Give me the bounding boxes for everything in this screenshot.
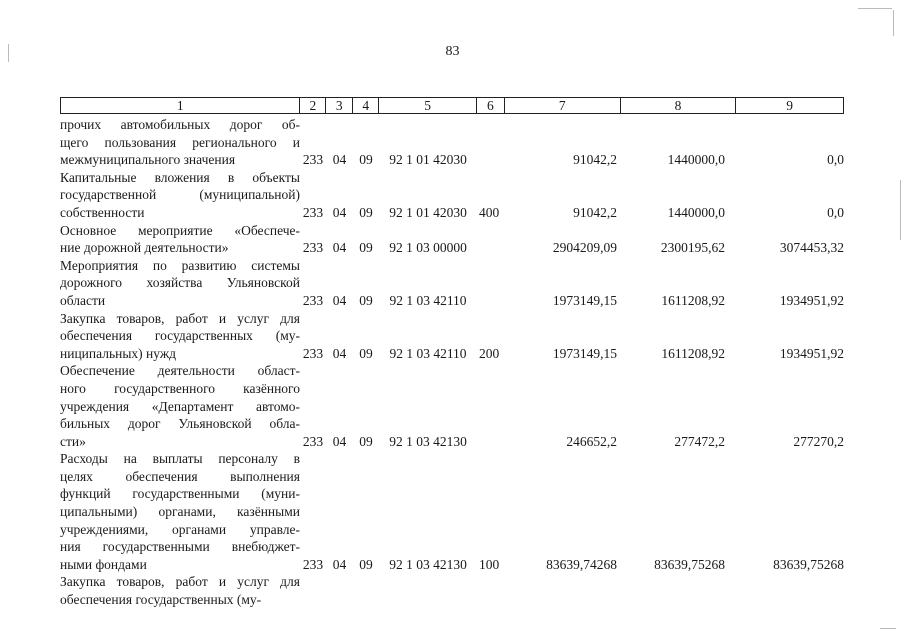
description-line: Закупка товаров, работ и услуг для: [60, 574, 300, 590]
cell-c7: 1973149,15: [552, 345, 617, 361]
cell-c4: 09: [359, 240, 373, 256]
cell-c3: 04: [332, 292, 347, 308]
description-line: Капитальные вложения в объекты: [60, 169, 300, 185]
header-col-2: 2: [300, 98, 326, 113]
description-line: ния государственными внебюджет-: [60, 539, 300, 555]
description-line: Закупка товаров, работ и услуг для: [60, 310, 300, 326]
description-line: сти»: [60, 433, 86, 449]
page-number: 83: [445, 44, 460, 59]
scan-mark: [900, 180, 901, 240]
header-col-8: 8: [621, 98, 737, 113]
header-col-1: 1: [61, 98, 300, 113]
table-row: [60, 222, 844, 257]
row-description: [60, 573, 300, 608]
cell-c6: 400: [479, 204, 500, 220]
scan-mark: [8, 44, 9, 62]
cell-c5: 92 1 03 42110: [389, 292, 467, 308]
cell-c5: 92 1 03 42110: [389, 345, 467, 361]
cell-c9: 0,0: [827, 204, 844, 220]
description-line: прочих автомобильных дорог об-: [60, 117, 300, 132]
description-line: целях обеспечения выполнения: [60, 468, 300, 484]
cell-c5: 92 1 03 42130: [389, 556, 467, 572]
table-row: [60, 169, 844, 222]
scan-mark: [858, 8, 892, 9]
cell-c5: 92 1 01 42030: [389, 152, 467, 168]
cell-c6: 100: [479, 556, 500, 572]
table-header: [60, 97, 844, 114]
cell-c7: 2904209,09: [552, 240, 617, 256]
cell-c9: 277270,2: [793, 433, 844, 449]
description-line: дорожного хозяйства Ульяновской: [60, 275, 300, 291]
cell-c9: 0,0: [827, 152, 844, 168]
header-col-3: 3: [326, 98, 353, 113]
description-line: функций государственными (муни-: [60, 486, 300, 502]
table-row: [60, 362, 844, 450]
row-description: [60, 362, 300, 450]
description-line: ными фондами: [60, 556, 147, 572]
cell-c9: 1934951,92: [779, 292, 844, 308]
description-line: ниципальных) нужд: [60, 345, 177, 361]
cell-c4: 09: [359, 345, 373, 361]
description-line: Расходы на выплаты персоналу в: [60, 451, 300, 467]
header-col-6: 6: [477, 98, 505, 113]
description-line: Обеспечение деятельности област-: [60, 363, 300, 379]
cell-c7: 91042,2: [573, 152, 617, 168]
cell-c4: 09: [359, 204, 373, 220]
cell-c8: 277472,2: [674, 433, 725, 449]
description-line: ние дорожной деятельности»: [60, 240, 229, 256]
description-line: области: [60, 292, 106, 308]
table-row: [60, 573, 844, 608]
cell-c2: 233: [302, 152, 324, 168]
header-col-5: 5: [379, 98, 477, 113]
cell-c2: 233: [302, 292, 324, 308]
description-line: ного государственного казённого: [60, 380, 300, 396]
cell-c2: 233: [302, 204, 324, 220]
cell-c3: 04: [332, 556, 347, 572]
header-col-7: 7: [505, 98, 621, 113]
description-line: Мероприятия по развитию системы: [60, 257, 300, 273]
row-description: [60, 450, 300, 573]
cell-c4: 09: [359, 433, 373, 449]
table-body: [60, 116, 844, 609]
description-line: межмуниципального значения: [60, 152, 236, 168]
description-line: обеспечения государственных (му-: [60, 592, 262, 608]
scan-mark: [880, 628, 896, 629]
description-line: учреждениями, органами управле-: [60, 521, 300, 537]
cell-c5: 92 1 01 42030: [389, 204, 467, 220]
cell-c5: 92 1 03 00000: [389, 240, 467, 256]
cell-c6: 200: [479, 345, 500, 361]
description-line: щего пользования регионального и: [60, 134, 300, 150]
cell-c3: 04: [332, 152, 347, 168]
table-row: [60, 450, 844, 573]
row-description: [60, 310, 300, 363]
header-col-4: 4: [353, 98, 379, 113]
description-line: обеспечения государственных (му-: [60, 328, 300, 344]
cell-c8: 1611208,92: [661, 292, 725, 308]
cell-c3: 04: [332, 204, 347, 220]
cell-c4: 09: [359, 152, 373, 168]
description-line: бильных дорог Ульяновской обла-: [60, 416, 300, 432]
cell-c7: 91042,2: [573, 204, 617, 220]
cell-c7: 246652,2: [566, 433, 617, 449]
cell-c9: 3074453,32: [779, 240, 844, 256]
row-description: [60, 257, 300, 310]
cell-c7: 83639,74268: [546, 556, 617, 572]
table-row: [60, 310, 844, 363]
cell-c5: 92 1 03 42130: [389, 433, 467, 449]
description-line: собственности: [60, 204, 145, 220]
cell-c2: 233: [302, 556, 324, 572]
row-description: [60, 169, 300, 222]
description-line: государственной (муниципальной): [60, 187, 300, 203]
cell-c2: 233: [302, 345, 324, 361]
scan-mark: [893, 10, 894, 36]
row-description: [60, 222, 300, 257]
cell-c9: 1934951,92: [779, 345, 844, 361]
cell-c8: 1440000,0: [667, 152, 725, 168]
cell-c3: 04: [332, 345, 347, 361]
cell-c7: 1973149,15: [552, 292, 617, 308]
description-line: Основное мероприятие «Обеспече-: [60, 222, 300, 238]
row-description: [60, 116, 300, 169]
table-row: [60, 116, 844, 169]
cell-c4: 09: [359, 292, 373, 308]
cell-c8: 83639,75268: [654, 556, 725, 572]
cell-c8: 1611208,92: [661, 345, 725, 361]
table-row: [60, 257, 844, 310]
cell-c8: 2300195,62: [660, 240, 725, 256]
description-line: учреждения «Департамент автомо-: [60, 398, 300, 414]
cell-c4: 09: [359, 556, 373, 572]
cell-c3: 04: [332, 433, 347, 449]
header-col-9: 9: [786, 98, 794, 113]
cell-c9: 83639,75268: [773, 556, 844, 572]
cell-c3: 04: [332, 240, 347, 256]
cell-c2: 233: [302, 433, 324, 449]
cell-c2: 233: [302, 240, 324, 256]
description-line: ципальными) органами, казёнными: [60, 504, 300, 520]
cell-c8: 1440000,0: [667, 204, 725, 220]
